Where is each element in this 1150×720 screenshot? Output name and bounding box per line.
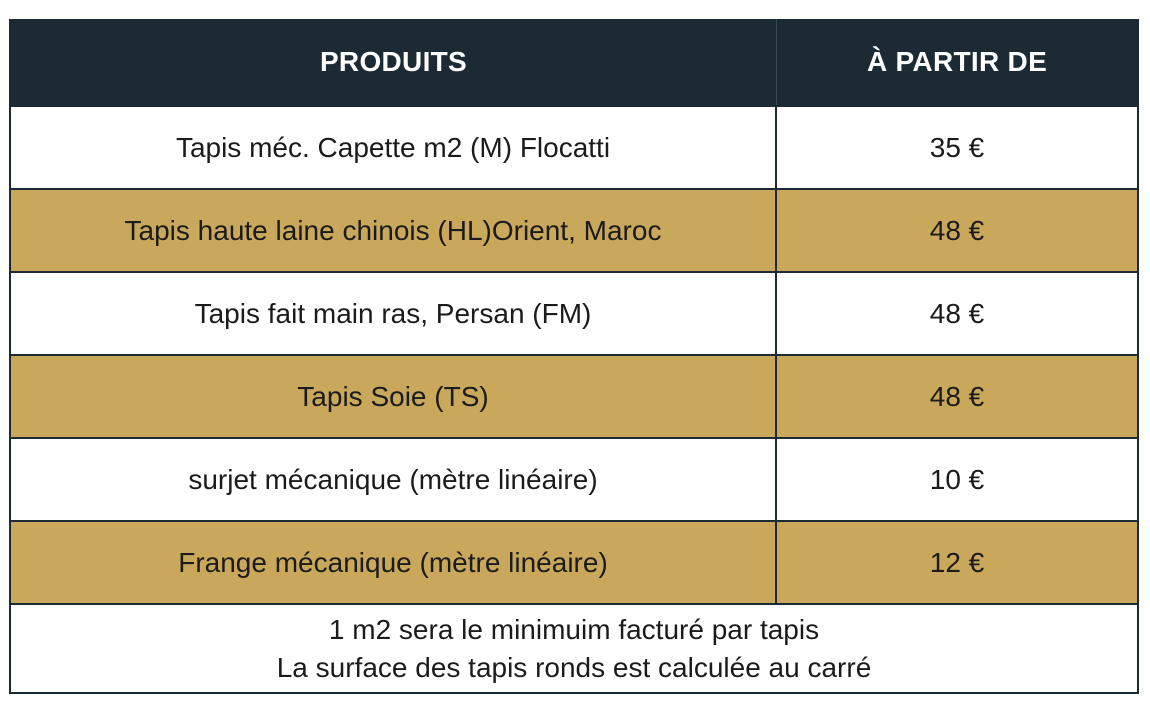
product-cell: surjet mécanique (mètre linéaire) (11, 439, 777, 520)
product-cell: Tapis Soie (TS) (11, 356, 777, 437)
price-cell: 48 € (929, 380, 985, 412)
table-header-row (9, 19, 1139, 107)
price-cell: 10 € (929, 463, 985, 495)
note-minimum-billing: 1 m2 sera le minimuim facturé par tapis (328, 613, 820, 645)
table-row (9, 439, 1139, 522)
product-cell: Tapis méc. Capette m2 (M) Flocatti (11, 107, 777, 188)
header-a-partir-de: À PARTIR DE (866, 46, 1048, 77)
table-row (9, 273, 1139, 356)
header-produits: PRODUITS (11, 19, 777, 105)
product-cell: Tapis haute laine chinois (HL)Orient, Maroc (11, 190, 777, 271)
note-round-rug-surface: La surface des tapis ronds est calculée au carré (276, 651, 872, 683)
price-cell: 48 € (929, 297, 985, 329)
table-row (9, 356, 1139, 439)
product-cell: Frange mécanique (mètre linéaire) (11, 522, 777, 603)
price-cell: 48 € (929, 214, 985, 246)
table-row (9, 190, 1139, 273)
table-row (9, 107, 1139, 190)
product-cell: Tapis fait main ras, Persan (FM) (11, 273, 777, 354)
table-row (9, 522, 1139, 605)
price-table (9, 19, 1139, 694)
price-cell: 35 € (929, 131, 985, 163)
price-cell: 12 € (929, 546, 985, 578)
table-footer-note (9, 605, 1139, 694)
